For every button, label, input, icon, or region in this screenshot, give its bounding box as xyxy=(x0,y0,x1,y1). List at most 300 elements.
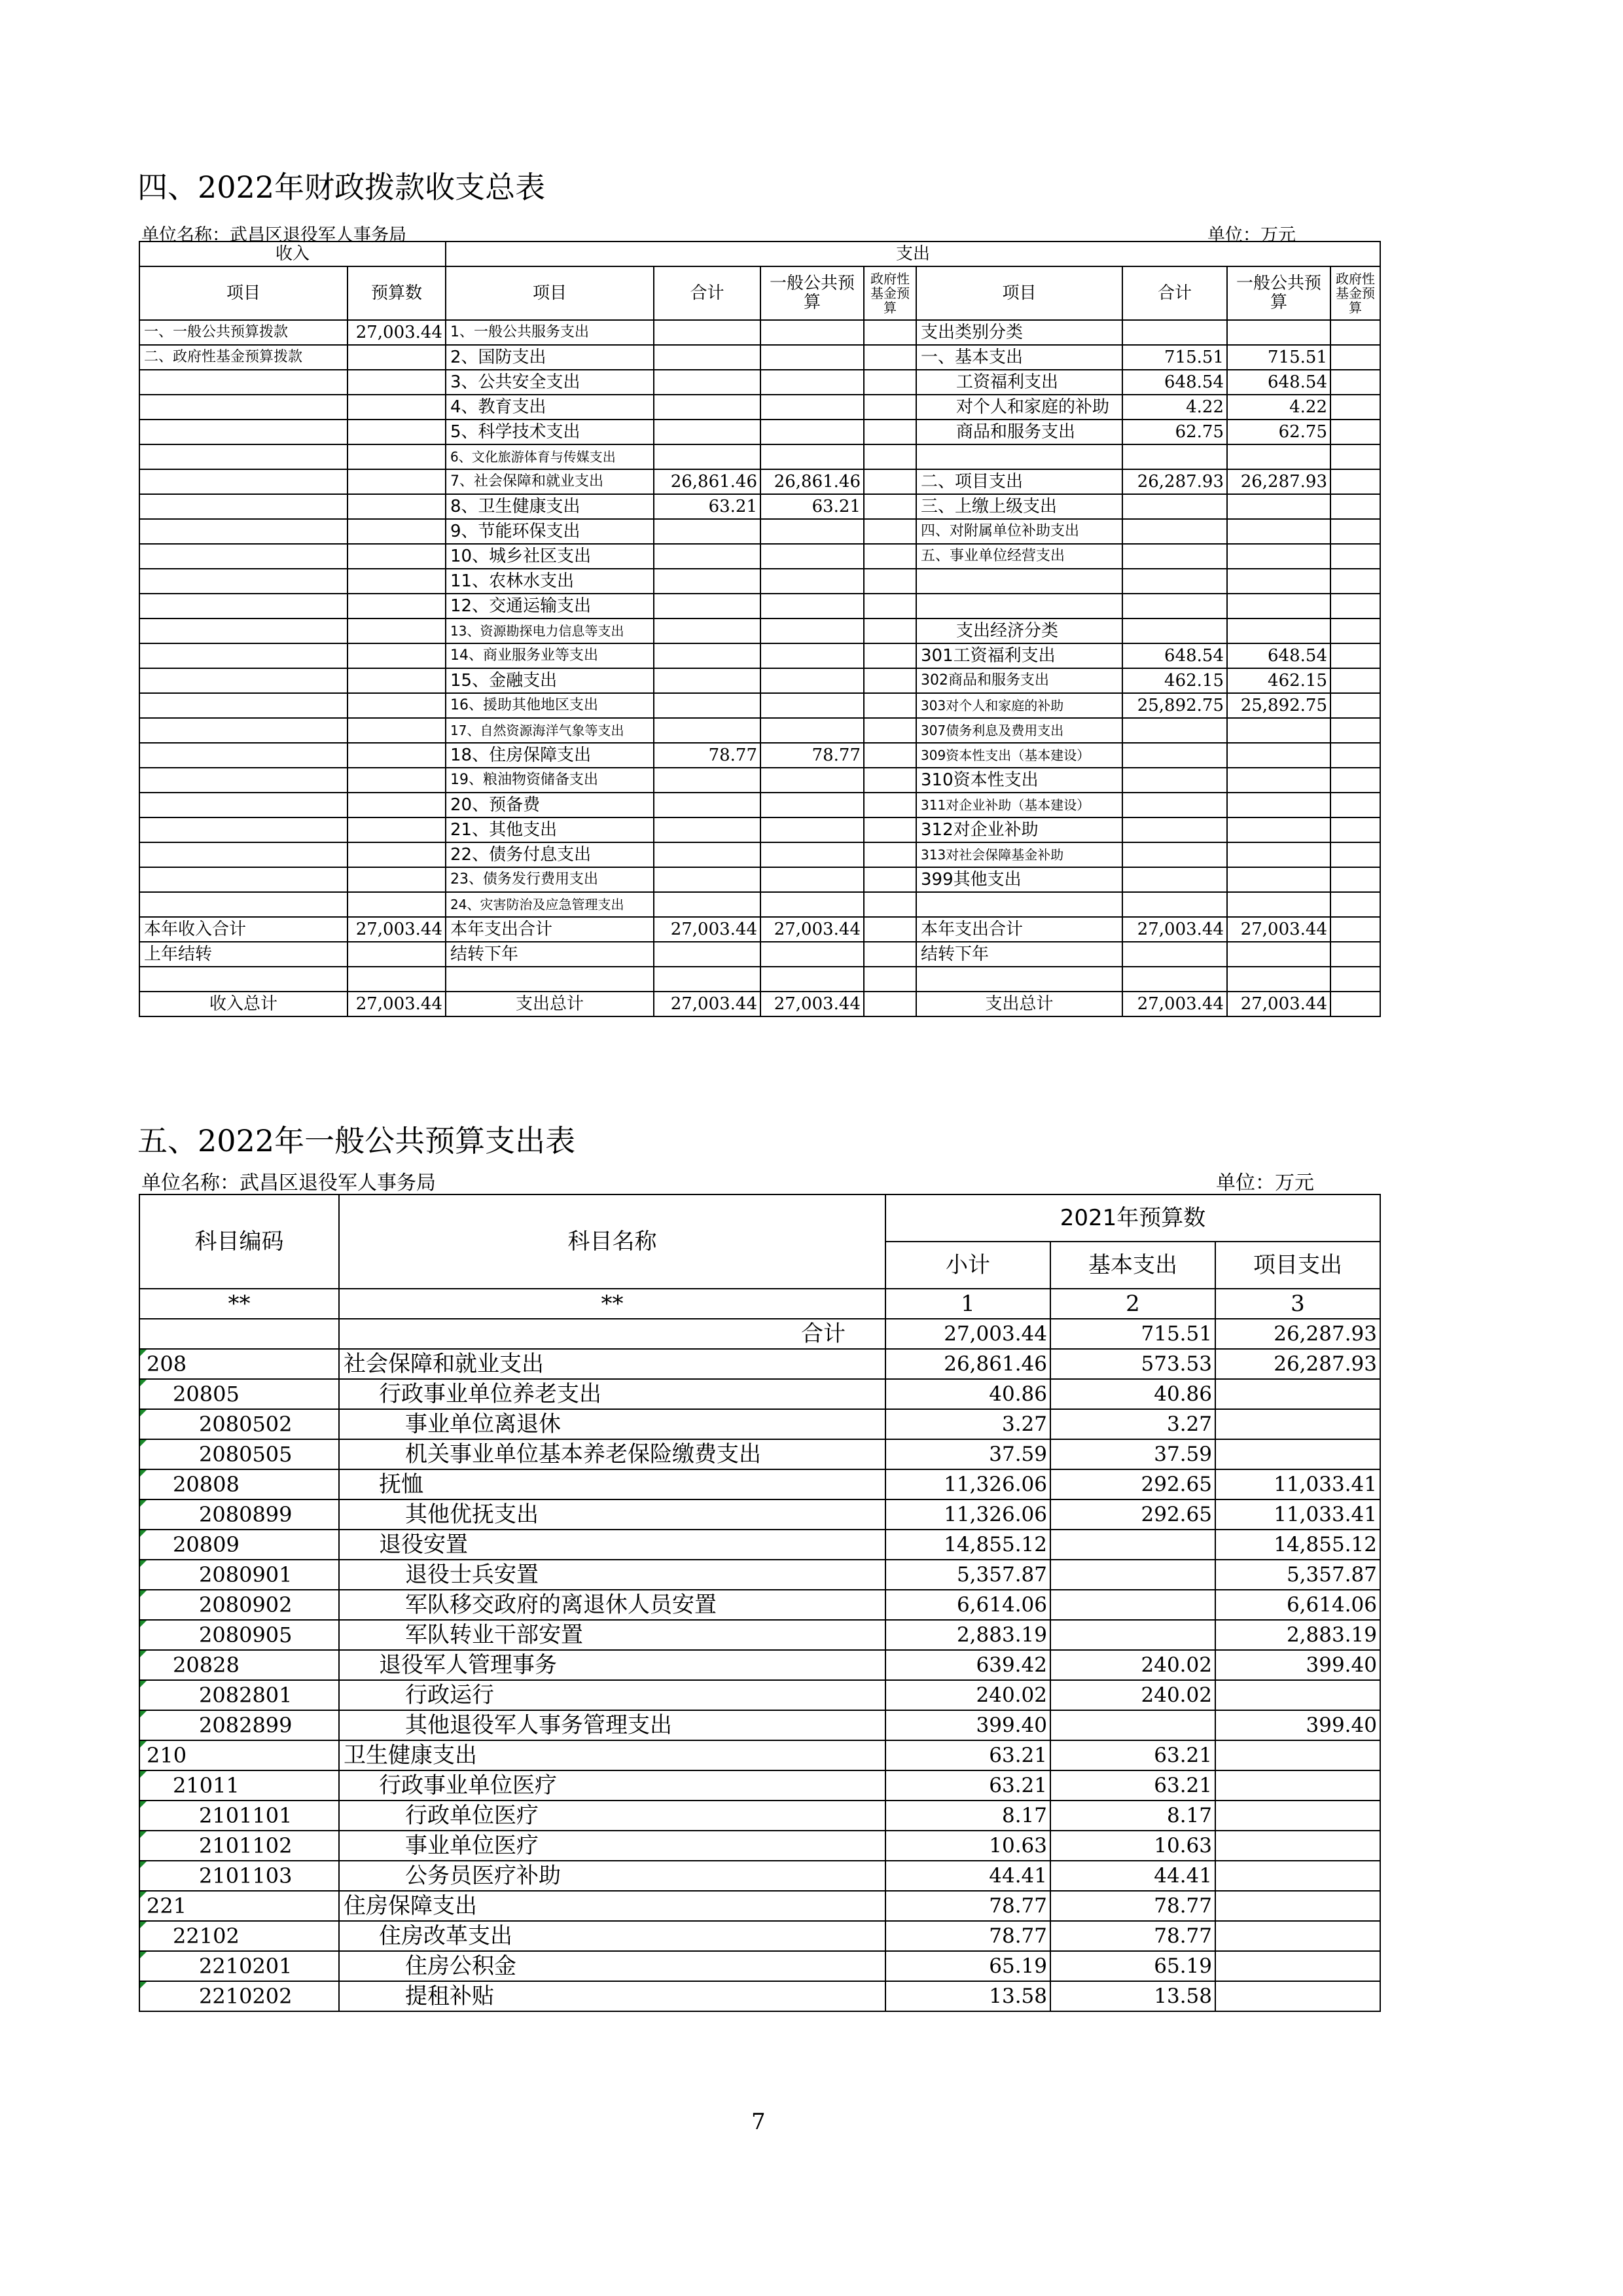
subtotal-cell: 10.63 xyxy=(885,1831,1050,1861)
table-cell: 5、科学技术支出 xyxy=(446,420,654,444)
table-cell: 63.21 xyxy=(760,494,864,519)
subject-code xyxy=(139,1981,339,2011)
table-cell xyxy=(348,544,446,569)
table-cell xyxy=(1330,544,1380,569)
table-cell xyxy=(654,544,760,569)
table5-unit: 单位：万元 xyxy=(1216,1172,1314,1194)
table-cell xyxy=(1330,718,1380,743)
table-cell xyxy=(1122,494,1227,519)
table-cell xyxy=(1330,867,1380,892)
table-cell xyxy=(139,768,348,793)
table-cell xyxy=(1227,942,1330,967)
table-cell xyxy=(348,370,446,395)
table-cell: 26,861.46 xyxy=(760,469,864,494)
table-cell: 27,003.44 xyxy=(760,917,864,942)
basic-expense-cell: 44.41 xyxy=(1050,1861,1215,1891)
table-cell: 62.75 xyxy=(1122,420,1227,444)
subheader-0: 小计 xyxy=(885,1242,1050,1289)
table-cell xyxy=(864,619,916,643)
table-cell: 二、政府性基金预算拨款 xyxy=(139,345,348,370)
index-cell: 3 xyxy=(1215,1289,1380,1319)
subtotal-cell: 5,357.87 xyxy=(885,1560,1050,1590)
table-cell xyxy=(348,817,446,842)
table-cell: 支出经济分类 xyxy=(916,619,1122,643)
table-cell xyxy=(348,768,446,793)
table-cell xyxy=(1330,817,1380,842)
table-cell xyxy=(760,643,864,668)
project-expense-cell xyxy=(1215,1439,1380,1469)
table-cell xyxy=(1330,569,1380,594)
subject-code-text: 2101103 xyxy=(199,1863,293,1888)
table-cell: 10、城乡社区支出 xyxy=(446,544,654,569)
table-row xyxy=(139,494,1380,519)
table-row xyxy=(139,469,1380,494)
total-label: 合计 xyxy=(339,1319,885,1349)
subtotal-cell: 65.19 xyxy=(885,1951,1050,1981)
table-cell xyxy=(760,967,864,992)
green-marker-icon xyxy=(140,1952,147,1958)
table-cell: 648.54 xyxy=(1122,643,1227,668)
table-cell xyxy=(760,619,864,643)
subject-code xyxy=(139,1951,339,1981)
table-cell xyxy=(916,594,1122,619)
subject-code-text: 22102 xyxy=(173,1924,240,1948)
table-cell xyxy=(1330,693,1380,718)
subject-code xyxy=(139,1650,339,1680)
table-row xyxy=(139,1710,1380,1740)
table-cell: 工资福利支出 xyxy=(916,370,1122,395)
subject-name: 事业单位离退休 xyxy=(339,1409,885,1439)
table-row xyxy=(139,544,1380,569)
table-cell xyxy=(1330,992,1380,1016)
table-cell: 收入总计 xyxy=(139,992,348,1016)
table-cell: 2、国防支出 xyxy=(446,345,654,370)
subheader-1: 基本支出 xyxy=(1050,1242,1215,1289)
green-marker-icon xyxy=(140,1410,147,1416)
table-cell: 462.15 xyxy=(1227,668,1330,693)
table-cell xyxy=(139,842,348,867)
basic-expense-cell xyxy=(1050,1710,1215,1740)
table-cell xyxy=(1227,569,1330,594)
project-expense-cell: 5,357.87 xyxy=(1215,1560,1380,1590)
table-cell xyxy=(1330,494,1380,519)
general-budget-expense-table xyxy=(139,1194,1381,2012)
subtotal-cell: 26,861.46 xyxy=(885,1349,1050,1379)
subject-name: 抚恤 xyxy=(339,1469,885,1499)
table-cell: 本年支出合计 xyxy=(446,917,654,942)
table-cell xyxy=(1330,892,1380,917)
table-cell xyxy=(916,444,1122,469)
subject-name: 提租补贴 xyxy=(339,1981,885,2011)
table-cell xyxy=(139,594,348,619)
subtotal-cell: 44.41 xyxy=(885,1861,1050,1891)
col-header-6: 项目 xyxy=(916,266,1122,320)
table-cell: 63.21 xyxy=(654,494,760,519)
table-row xyxy=(139,619,1380,643)
table-cell xyxy=(864,469,916,494)
table-cell: 本年支出合计 xyxy=(916,917,1122,942)
table-cell xyxy=(348,643,446,668)
subject-code-text: 2080899 xyxy=(199,1502,293,1527)
table-cell: 27,003.44 xyxy=(654,992,760,1016)
table-cell: 二、项目支出 xyxy=(916,469,1122,494)
subtotal-cell: 78.77 xyxy=(885,1921,1050,1951)
table-cell xyxy=(760,345,864,370)
table-cell xyxy=(864,718,916,743)
table-row xyxy=(139,370,1380,395)
subject-code-text: 2101102 xyxy=(199,1833,293,1858)
table-cell xyxy=(654,817,760,842)
table-cell: 25,892.75 xyxy=(1227,693,1330,718)
table-cell xyxy=(348,345,446,370)
table-row xyxy=(139,967,1380,992)
table-row xyxy=(139,1409,1380,1439)
col-header-9: 政府性基金预算 xyxy=(1330,266,1380,320)
table-cell xyxy=(1122,942,1227,967)
table-cell xyxy=(348,842,446,867)
table-row xyxy=(139,320,1380,345)
green-marker-icon xyxy=(140,1530,147,1537)
green-marker-icon xyxy=(140,1470,147,1477)
table-cell xyxy=(139,619,348,643)
table-cell: 9、节能环保支出 xyxy=(446,519,654,544)
table-cell: 16、援助其他地区支出 xyxy=(446,693,654,718)
basic-expense-cell: 63.21 xyxy=(1050,1740,1215,1770)
table-cell xyxy=(139,693,348,718)
subject-code-text: 20809 xyxy=(173,1532,240,1557)
subject-name: 退役士兵安置 xyxy=(339,1560,885,1590)
table-cell xyxy=(760,544,864,569)
table-row xyxy=(139,444,1380,469)
table-cell: 311对企业补助（基本建设） xyxy=(916,793,1122,817)
table-cell xyxy=(1227,817,1330,842)
table-cell xyxy=(864,569,916,594)
table-cell xyxy=(916,569,1122,594)
table-cell xyxy=(1227,718,1330,743)
table-cell xyxy=(654,594,760,619)
basic-expense-cell xyxy=(1050,1590,1215,1620)
table-cell xyxy=(1122,718,1227,743)
table-cell: 302商品和服务支出 xyxy=(916,668,1122,693)
table-cell xyxy=(1227,867,1330,892)
table-cell xyxy=(1330,743,1380,768)
table-cell: 1、一般公共服务支出 xyxy=(446,320,654,345)
table-cell xyxy=(1227,842,1330,867)
table-cell: 三、上缴上级支出 xyxy=(916,494,1122,519)
table-cell xyxy=(654,668,760,693)
table-cell: 303对个人和家庭的补助 xyxy=(916,693,1122,718)
table5-unit-name: 单位名称：武昌区退役军人事务局 xyxy=(141,1172,436,1194)
table-cell: 6、文化旅游体育与传媒支出 xyxy=(446,444,654,469)
table-cell: 312对企业补助 xyxy=(916,817,1122,842)
green-marker-icon xyxy=(140,1681,147,1687)
table-row xyxy=(139,867,1380,892)
green-marker-icon xyxy=(140,1922,147,1928)
table-cell xyxy=(348,519,446,544)
table-cell xyxy=(864,345,916,370)
page-number: 7 xyxy=(751,2109,766,2135)
table-cell: 715.51 xyxy=(1122,345,1227,370)
table-cell xyxy=(916,892,1122,917)
green-marker-icon xyxy=(140,1590,147,1597)
table-cell xyxy=(1227,594,1330,619)
table-row xyxy=(139,1861,1380,1891)
table-cell: 715.51 xyxy=(1227,345,1330,370)
table-row xyxy=(139,668,1380,693)
subtotal-cell: 6,614.06 xyxy=(885,1590,1050,1620)
table-row xyxy=(139,1590,1380,1620)
table-cell xyxy=(1122,892,1227,917)
table-cell: 12、交通运输支出 xyxy=(446,594,654,619)
subject-code xyxy=(139,1379,339,1409)
project-expense-cell xyxy=(1215,1680,1380,1710)
table-cell xyxy=(348,942,446,967)
subject-code-text: 221 xyxy=(147,1893,187,1918)
subject-name: 事业单位医疗 xyxy=(339,1831,885,1861)
table-cell: 19、粮油物资储备支出 xyxy=(446,768,654,793)
subtotal-cell: 240.02 xyxy=(885,1680,1050,1710)
table-cell xyxy=(139,370,348,395)
table-cell xyxy=(864,544,916,569)
table-row xyxy=(139,1530,1380,1560)
project-expense-cell: 26,287.93 xyxy=(1215,1349,1380,1379)
table-cell xyxy=(348,892,446,917)
table-cell: 8、卫生健康支出 xyxy=(446,494,654,519)
green-marker-icon xyxy=(140,1861,147,1868)
table-cell: 4.22 xyxy=(1227,395,1330,420)
table-cell: 307债务利息及费用支出 xyxy=(916,718,1122,743)
table-cell: 27,003.44 xyxy=(1122,917,1227,942)
table-cell: 4.22 xyxy=(1122,395,1227,420)
table-cell xyxy=(654,519,760,544)
subject-code-text: 2082801 xyxy=(199,1683,293,1708)
total-project: 26,287.93 xyxy=(1215,1319,1380,1349)
table-row xyxy=(139,1650,1380,1680)
table-cell xyxy=(139,892,348,917)
subject-code-text: 2080905 xyxy=(199,1623,293,1647)
subject-name: 住房改革支出 xyxy=(339,1921,885,1951)
income-header: 收入 xyxy=(139,242,446,266)
table-cell xyxy=(654,793,760,817)
table-row xyxy=(139,942,1380,967)
table-row xyxy=(139,1981,1380,2011)
table-cell xyxy=(760,892,864,917)
fiscal-summary-table xyxy=(139,241,1381,1017)
subtotal-cell: 14,855.12 xyxy=(885,1530,1050,1560)
subject-name: 行政运行 xyxy=(339,1680,885,1710)
basic-expense-cell: 78.77 xyxy=(1050,1891,1215,1921)
project-expense-cell xyxy=(1215,1409,1380,1439)
table-cell: 本年收入合计 xyxy=(139,917,348,942)
table-cell xyxy=(1122,544,1227,569)
table-cell xyxy=(1330,917,1380,942)
table-cell xyxy=(1330,395,1380,420)
table-cell xyxy=(654,395,760,420)
table-cell xyxy=(864,842,916,867)
table-cell xyxy=(864,594,916,619)
index-cell: 2 xyxy=(1050,1289,1215,1319)
table-cell: 18、住房保障支出 xyxy=(446,743,654,768)
project-expense-cell: 2,883.19 xyxy=(1215,1620,1380,1650)
basic-expense-cell: 240.02 xyxy=(1050,1650,1215,1680)
table-cell: 62.75 xyxy=(1227,420,1330,444)
table-cell xyxy=(1122,519,1227,544)
table-cell: 上年结转 xyxy=(139,942,348,967)
table-cell: 4、教育支出 xyxy=(446,395,654,420)
table-cell xyxy=(1227,320,1330,345)
subtotal-cell: 11,326.06 xyxy=(885,1499,1050,1530)
col-header-7: 合计 xyxy=(1122,266,1227,320)
table-cell xyxy=(864,693,916,718)
table-cell xyxy=(1122,842,1227,867)
table-cell: 一、基本支出 xyxy=(916,345,1122,370)
table-cell xyxy=(348,444,446,469)
table-cell xyxy=(864,768,916,793)
table-cell: 313对社会保障基金补助 xyxy=(916,842,1122,867)
table-cell: 27,003.44 xyxy=(348,992,446,1016)
subject-code-text: 2080505 xyxy=(199,1442,293,1467)
table-cell xyxy=(1227,743,1330,768)
table-cell xyxy=(760,320,864,345)
table-cell xyxy=(348,718,446,743)
subject-name: 其他优抚支出 xyxy=(339,1499,885,1530)
green-marker-icon xyxy=(140,1380,147,1386)
table-cell xyxy=(864,420,916,444)
table-cell xyxy=(654,842,760,867)
green-marker-icon xyxy=(140,1440,147,1446)
table-cell: 25,892.75 xyxy=(1122,693,1227,718)
subtotal-cell: 8.17 xyxy=(885,1801,1050,1831)
subtotal-cell: 37.59 xyxy=(885,1439,1050,1469)
table-cell xyxy=(654,768,760,793)
table-cell: 26,287.93 xyxy=(1122,469,1227,494)
basic-expense-cell: 8.17 xyxy=(1050,1801,1215,1831)
basic-expense-cell: 240.02 xyxy=(1050,1680,1215,1710)
table-cell xyxy=(654,693,760,718)
table-cell xyxy=(864,494,916,519)
subject-code xyxy=(139,1801,339,1831)
table-row xyxy=(139,817,1380,842)
table-cell xyxy=(864,967,916,992)
project-expense-cell: 11,033.41 xyxy=(1215,1499,1380,1530)
table-cell xyxy=(139,494,348,519)
table-row xyxy=(139,1499,1380,1530)
subject-code xyxy=(139,1891,339,1921)
project-expense-cell: 14,855.12 xyxy=(1215,1530,1380,1560)
table-cell xyxy=(139,793,348,817)
table-cell xyxy=(864,519,916,544)
table-cell: 五、事业单位经营支出 xyxy=(916,544,1122,569)
project-expense-cell xyxy=(1215,1951,1380,1981)
table-cell xyxy=(139,643,348,668)
table-cell: 13、资源勘探电力信息等支出 xyxy=(446,619,654,643)
table-cell xyxy=(654,643,760,668)
basic-expense-cell: 78.77 xyxy=(1050,1921,1215,1951)
table-cell: 四、对附属单位补助支出 xyxy=(916,519,1122,544)
subtotal-cell: 399.40 xyxy=(885,1710,1050,1740)
table-cell xyxy=(760,444,864,469)
table-cell xyxy=(348,469,446,494)
table-cell xyxy=(654,718,760,743)
table-cell xyxy=(1227,768,1330,793)
table-cell: 支出类别分类 xyxy=(916,320,1122,345)
table-cell xyxy=(1122,768,1227,793)
project-expense-cell: 399.40 xyxy=(1215,1650,1380,1680)
table-cell xyxy=(654,942,760,967)
subject-code-text: 20808 xyxy=(173,1472,240,1497)
subject-name: 军队移交政府的离退休人员安置 xyxy=(339,1590,885,1620)
table-cell xyxy=(1122,569,1227,594)
subject-code-text: 20805 xyxy=(173,1382,240,1407)
basic-expense-cell: 292.65 xyxy=(1050,1469,1215,1499)
table-cell xyxy=(348,494,446,519)
project-expense-cell xyxy=(1215,1921,1380,1951)
table-cell xyxy=(1227,967,1330,992)
subject-name: 行政单位医疗 xyxy=(339,1801,885,1831)
table-cell: 310资本性支出 xyxy=(916,768,1122,793)
project-expense-cell xyxy=(1215,1379,1380,1409)
table-cell xyxy=(760,867,864,892)
subtotal-cell: 13.58 xyxy=(885,1981,1050,2011)
subject-name: 公务员医疗补助 xyxy=(339,1861,885,1891)
table-cell: 24、灾害防治及应急管理支出 xyxy=(446,892,654,917)
subject-name: 行政事业单位养老支出 xyxy=(339,1379,885,1409)
table-cell xyxy=(760,817,864,842)
green-marker-icon xyxy=(140,1892,147,1898)
table-cell xyxy=(864,643,916,668)
table-row xyxy=(139,1770,1380,1801)
table-cell xyxy=(760,569,864,594)
table-cell xyxy=(1330,370,1380,395)
table4-unit-name: 单位名称：武昌区退役军人事务局 xyxy=(141,225,406,245)
table-cell: 27,003.44 xyxy=(654,917,760,942)
table-cell: 一、一般公共预算拨款 xyxy=(139,320,348,345)
table-cell xyxy=(139,967,348,992)
basic-expense-cell: 37.59 xyxy=(1050,1439,1215,1469)
green-marker-icon xyxy=(140,1560,147,1567)
table-cell xyxy=(654,967,760,992)
basic-expense-cell: 40.86 xyxy=(1050,1379,1215,1409)
table-cell: 7、社会保障和就业支出 xyxy=(446,469,654,494)
table-row xyxy=(139,1891,1380,1921)
table-cell xyxy=(348,867,446,892)
table-cell: 27,003.44 xyxy=(1122,992,1227,1016)
subtotal-cell: 11,326.06 xyxy=(885,1469,1050,1499)
table-cell xyxy=(1330,942,1380,967)
table-cell: 27,003.44 xyxy=(1227,917,1330,942)
table-cell xyxy=(139,668,348,693)
subheader-2: 项目支出 xyxy=(1215,1242,1380,1289)
table-cell xyxy=(139,817,348,842)
subject-name: 其他退役军人事务管理支出 xyxy=(339,1710,885,1740)
subject-code xyxy=(139,1831,339,1861)
expense-header: 支出 xyxy=(446,242,1380,266)
table-cell: 对个人和家庭的补助 xyxy=(916,395,1122,420)
table-cell xyxy=(864,892,916,917)
table-row xyxy=(139,519,1380,544)
subject-code xyxy=(139,1409,339,1439)
table-cell xyxy=(139,743,348,768)
subject-code-text: 208 xyxy=(147,1352,187,1376)
subtotal-cell: 78.77 xyxy=(885,1891,1050,1921)
total-subtotal: 27,003.44 xyxy=(885,1319,1050,1349)
table-cell xyxy=(654,619,760,643)
table-cell xyxy=(139,420,348,444)
table-row xyxy=(139,892,1380,917)
project-expense-cell xyxy=(1215,1981,1380,2011)
table-row xyxy=(139,917,1380,942)
table-cell: 27,003.44 xyxy=(348,320,446,345)
